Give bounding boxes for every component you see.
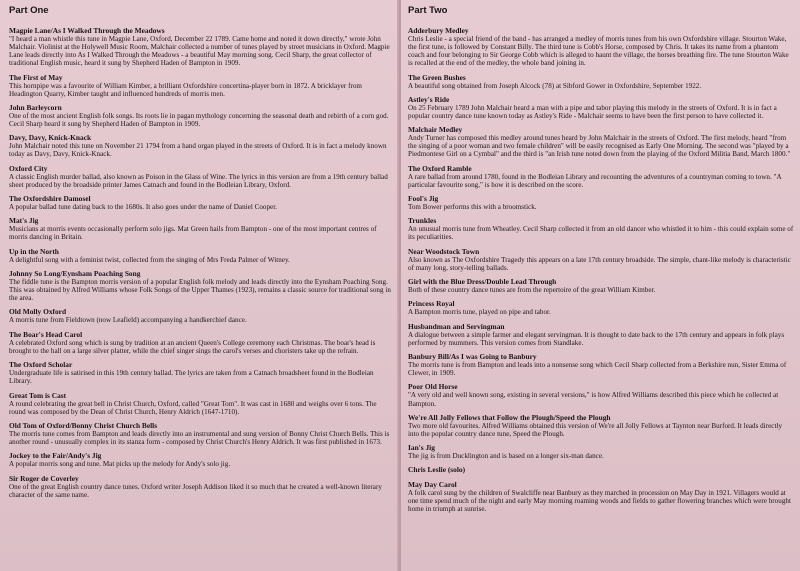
track-entry — [9, 26, 393, 67]
track-title: Chris Leslie (solo) — [408, 465, 466, 475]
track-entry — [9, 216, 393, 241]
track-description: The jig is from Ducklington and is based on a longer six-man dance. — [408, 452, 604, 461]
part-two-heading: Part Two — [408, 5, 448, 16]
track-entry — [9, 360, 393, 385]
track-title: Jockey to the Fair/Andy's Jig — [9, 451, 102, 461]
track-description: A rare ballad from around 1780, found in the Bodleian Library and recounting the adventures of a countryman coming to town. "A particular favourite song," is how it is described on the score. — [408, 172, 782, 189]
track-title: The Oxford Scholar — [9, 360, 73, 370]
track-description: A beautiful song obtained from Joseph Alcock (78) at Sibford Gower in Oxfordshire, September 1922. — [408, 81, 702, 90]
track-description: One of the most ancient English folk songs. Its roots lie in pagan mythology concerning the seasonal death and rebirth of a corn god. Cecil Sharp heard it sung by Shepherd Haden of Bampton in 1909. — [9, 111, 389, 129]
track-description: Tom Bower performs this with a broomstick. — [408, 203, 537, 212]
track-description: A folk carol sung by the children of Swalcliffe near Banbury as they marched in procession on May Day in 1921. Villagers would at one time spend much of the night and early May morning roaming woods and fields to gather flowering branches which were brought home in triumph at sunrise. — [408, 488, 791, 513]
track-title: The First of May — [9, 72, 63, 82]
track-entry — [408, 164, 794, 189]
track-description: The morris tune is from Bampton and leads into a nonsense song which Cecil Sharp collected from a Berkshire nun, Sister Emma of Clewer, in 1909. — [408, 361, 787, 378]
track-description: On 25 February 1789 John Malchair heard a man with a pipe and tabor playing this melody in the streets of Oxford. It is in fact a popular country dance tune known today as Astley's Ride - Malchair seems to have been the first person to have collected it. — [408, 103, 777, 120]
track-title: Davy, Davy, Knick-Knack — [9, 133, 92, 143]
track-title: Old Molly Oxford — [9, 307, 67, 317]
track-title: Adderbury Medley — [408, 26, 469, 35]
track-description: Andy Turner has composed this medley around tunes heard by John Malchair in the streets of Oxford. The first melody, heard "from the singing of a poor woman and two female children" will be easily recognised as Early One Morning. The second was "played by a Piedmontese Girl on a Cymbal" and the third is "an Irish tune noted down from the playing of the Oxford Militia Band, March 1800." — [408, 134, 791, 159]
track-description: This hornpipe was a favourite of William Kimber, a brilliant Oxfordshire concertina-player born in 1872. A bricklayer from Headington Quarry, Kimber taught and influenced hundreds of morris men. — [9, 81, 362, 98]
track-title: The Oxford Ramble — [408, 163, 472, 173]
track-description: Chris Leslie - a special friend of the band - has arranged a medley of morris tunes from his own Oxfordshire village. Stourton Wake, the first tune, is followed by Constant Billy. The third tune is Cobb's Horse, composed by Chris. It takes its name from a phantom coach and four belonging to Sir George Cobb which is alleged to haunt the village, the horses breathing fire. The tune Stourton Wake is recalled at the end of the medley, the whole band joining in. — [408, 35, 789, 68]
track-title: Mat's Jig — [9, 216, 39, 226]
track-entry — [9, 451, 393, 468]
track-description: An unusual morris tune from Wheatley. Cecil Sharp collected it from an old dancer who whistled it to him - this could explain some of its peculiarities. — [408, 225, 794, 242]
track-description: A dialogue between a simple farmer and elegant servingman. It is thought to date back to the 17th century and appears in folk plays performed by mummers. This version comes from Standlake. — [408, 330, 785, 347]
track-description: Two more old favourites. Alfred Williams obtained this version of We're all Jolly Fellows at Taynton near Burford. It leads directly into the popular country dance tune, Speed the Plough. — [408, 421, 783, 438]
track-entry — [408, 443, 794, 460]
track-entry — [408, 73, 794, 90]
track-entry — [408, 95, 794, 120]
track-entry — [408, 382, 794, 407]
track-description: Musicians at morris events occasionally perform solo jigs. Mat Green hails from Bampton - one of the most important centres of morris dancing in Britain. — [9, 225, 377, 242]
part-one-heading: Part One — [9, 5, 49, 16]
track-entry — [9, 474, 393, 499]
track-entry — [9, 194, 393, 211]
track-entry — [9, 103, 393, 128]
track-entry — [9, 307, 393, 324]
track-title: Oxford City — [9, 163, 48, 173]
track-entry — [408, 480, 794, 513]
track-description: A classic English murder ballad, also known as Poison in the Glass of Wine. The lyrics in this version are from a 19th century ballad sheet produced by the broadside printer James Catnach and found in the Bodleian Library, Oxford. — [9, 172, 388, 189]
track-description: Undergraduate life is satirised in this 19th century ballad. The lyrics are taken from a Catnach broadsheet found in the Bodleian Library. — [9, 369, 374, 386]
track-title: Johnny So Long/Eynsham Poaching Song — [9, 269, 141, 278]
track-entry — [408, 322, 794, 347]
track-description: A celebrated Oxford song which is sung by tradition at an ancient Queen's College ceremony each Christmas. The boar's head is brought to the hall on a large silver platter, while the chief singer sings the carol's verses and choristers take up the refrain. — [9, 338, 376, 355]
track-title: Husbandman and Servingman — [408, 321, 505, 331]
track-title: Sir Roger de Coverley — [9, 473, 79, 483]
track-entry — [9, 247, 393, 264]
track-title: May Day Carol — [408, 479, 457, 489]
right-page — [401, 0, 800, 571]
left-page — [0, 0, 399, 571]
track-description: A popular morris song and tune. Mat picks up the melody for Andy's solo jig. — [9, 460, 231, 469]
track-description: A morris tune from Fieldtown (now Leafield) accompanying a handkerchief dance. — [9, 316, 247, 325]
track-entry — [408, 26, 794, 67]
track-entry — [408, 352, 794, 377]
track-title: Poor Old Horse — [408, 382, 458, 392]
track-entry — [9, 330, 393, 355]
track-entry — [408, 413, 794, 438]
track-entry — [9, 421, 393, 446]
track-title: The Oxfordshire Damosel — [9, 194, 91, 204]
track-title: Great Tom is Cast — [9, 390, 67, 400]
track-title: Old Tom of Oxford/Bonny Christ Church Bells — [9, 420, 158, 430]
track-entry — [408, 194, 794, 211]
track-entry — [408, 216, 794, 241]
track-description: A popular ballad tune dating back to the 1680s. It also goes under the name of Daniel Cooper. — [9, 203, 278, 212]
track-entry — [408, 465, 794, 474]
track-entry — [408, 299, 794, 316]
track-description: "A very old and well known song, existing in several versions," is how Alfred Williams described this piece which he collected at Bampton. — [408, 391, 779, 408]
track-title: Astley's Ride — [408, 94, 450, 104]
track-title: Girl with the Blue Dress/Double Lead Through — [408, 277, 557, 287]
track-title: Banbury Bill/As I was Going to Banbury — [408, 352, 537, 362]
track-description: Both of these country dance tunes are from the repertoire of the great William Kimber. — [408, 286, 656, 295]
track-entry — [9, 391, 393, 416]
track-description: John Malchair noted this tune on November 21 1794 from a hand organ played in the streets of Oxford. It is in fact a melody known today as Davy, Davy, Knick-Knack. — [9, 142, 387, 159]
track-title: John Barleycorn — [9, 102, 62, 112]
track-entry — [408, 125, 794, 158]
track-title: The Boar's Head Carol — [9, 329, 83, 339]
track-description: Also known as The Oxfordshire Tragedy this appears on a late 17th century broadside. The simple, chant-like melody is characteristic of many long, story-telling ballads. — [408, 255, 791, 272]
track-entry — [9, 269, 393, 302]
track-title: We're All Jolly Fellows that Follow the Plough/Speed the Plough — [408, 412, 611, 422]
track-title: Fool's Jig — [408, 194, 439, 204]
track-description: The morris tune comes from Bampton and leads directly into an instrumental and sung version of Bonny Christ Church Bells. This is another round - unusually complex in its stanza form - composed by Christ Church's Henry Aldrich. It was first published in 1673. — [9, 429, 390, 446]
track-entry — [408, 277, 794, 294]
track-title: Up in the North — [9, 246, 59, 256]
track-description: A delightful song with a feminist twist, collected from the singing of Mrs Freda Palmer of Witney. — [9, 255, 290, 264]
track-description: One of the great English country dance tunes. Oxford writer Joseph Addison liked it so much that he created a well-known literary character of the same name. — [9, 482, 382, 499]
track-title: Trunkles — [408, 216, 437, 226]
track-description: The fiddle tune is the Bampton morris version of a popular English folk melody and leads directly into the Eynsham Poaching Song. This was obtained by Alfred Williams whose Folk Songs of the Upper Thames (1923), remains a classic source for traditional song in the area. — [9, 278, 391, 303]
track-title: Near Woodstock Town — [408, 246, 480, 256]
track-description: "I heard a man whistle this tune in Magpie Lane, Oxford, December 22 1789. Came home and noted it down directly," wrote John Malchair. Violinist at the Holywell Music Room, Malchair collected a number of tunes played by street musicians in Oxford. Magpie Lane leads directly into As I Walked Through the Meadows - a beautiful May morning song. Cecil Sharp, the great collector of traditional English music, heard it sung by Shepherd Haden of Bampton in 1909. — [9, 35, 390, 68]
track-title: Magpie Lane/As I Walked Through the Meadows — [9, 26, 165, 35]
track-title: Malchair Medley — [408, 125, 463, 135]
track-entry — [9, 73, 393, 98]
track-title: The Green Bushes — [408, 72, 466, 82]
track-entry — [9, 164, 393, 189]
track-entry — [9, 133, 393, 158]
track-description: A Bampton morris tune, played on pipe and tabor. — [408, 308, 551, 317]
track-title: Ian's Jig — [408, 443, 435, 453]
track-description: A round celebrating the great bell in Christ Church, Oxford, called "Great Tom". It was cast in 1680 and weighs over 6 tons. The round was composed by the Dean of Christ Church, Henry Aldrich (1647-1710). — [9, 399, 377, 416]
track-title: Princess Royal — [408, 299, 455, 309]
track-entry — [408, 247, 794, 272]
